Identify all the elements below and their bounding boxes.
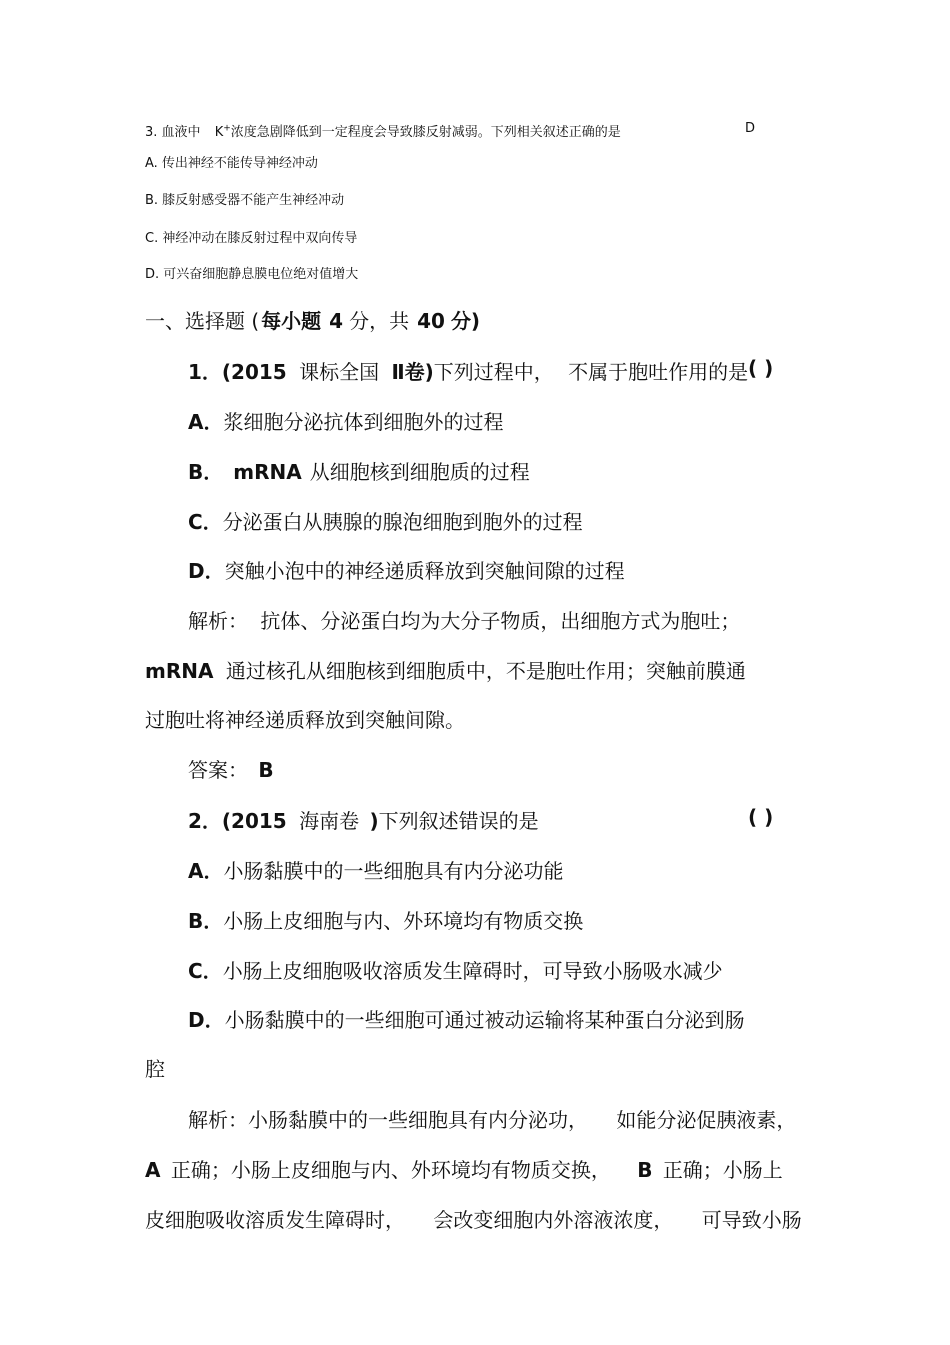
- q2-text: 下列叙述错误的是: [378, 809, 539, 833]
- q1-option-c: [188, 506, 583, 535]
- option-label: D．: [188, 1008, 225, 1032]
- option-label: D．: [188, 559, 225, 583]
- top-question-stem: [145, 121, 621, 140]
- analysis-bold-term: mRNA: [145, 659, 214, 683]
- ion-symbol: K: [214, 125, 224, 140]
- option-text: 小肠上皮细胞与内、外环境均有物质交换: [223, 909, 584, 933]
- q1-analysis-line-3: 过胞吐将神经递质释放到突触间隙。: [145, 708, 465, 732]
- analysis-text: 如能分泌促胰液素，: [616, 1108, 797, 1132]
- q1-analysis-line-1: [188, 605, 740, 634]
- option-label: A．: [188, 859, 224, 883]
- q1-volume: Ⅱ卷): [391, 360, 434, 384]
- q2-analysis-line-3: [145, 1204, 802, 1233]
- q1-text: 下列过程中，: [433, 360, 554, 384]
- option-text: 从细胞核到细胞质的过程: [309, 460, 530, 484]
- analysis-text: 可导致小肠: [701, 1208, 802, 1232]
- top-option-b: B. 膝反射感受器不能产生神经冲动: [145, 193, 345, 208]
- option-bold-term: mRNA: [233, 460, 302, 484]
- stem-part-b: 浓度急剧降低到一定程度会导致膝反射减弱。下列相关叙述正确的是: [230, 125, 621, 140]
- q2-stem: [188, 805, 539, 834]
- q1-option-a: [188, 406, 503, 435]
- section-title: [145, 305, 480, 334]
- option-text: 浆细胞分泌抗体到细胞外的过程: [223, 410, 504, 434]
- section-title-d: 分，共: [349, 309, 410, 333]
- q1-text2: 不属于胞吐作用的是: [568, 360, 749, 384]
- analysis-text: 正确；小肠上皮细胞与内、外环境均有物质交换，: [170, 1158, 611, 1182]
- option-text: 小肠上皮细胞吸收溶质发生障碍时，可导致小肠吸水减少: [222, 959, 723, 983]
- q2-option-d: [188, 1004, 745, 1033]
- option-text: 小肠黏膜中的一些细胞具有内分泌功能: [223, 859, 564, 883]
- option-text: 小肠黏膜中的一些细胞可通过被动运输将某种蛋白分泌到肠: [224, 1008, 745, 1032]
- analysis-text: 正确；小肠上: [662, 1158, 783, 1182]
- q1-number: 1．(2015: [188, 360, 287, 384]
- top-option-d: D. 可兴奋细胞静息膜电位绝对值增大: [145, 267, 359, 282]
- option-label: C．: [188, 959, 223, 983]
- analysis-text: 抗体、分泌蛋白均为大分子物质，出细胞方式为胞吐；: [260, 609, 741, 633]
- q2-analysis-line-2: [145, 1154, 783, 1183]
- q1-analysis-line-2: [145, 655, 746, 684]
- q1-option-d: [188, 555, 625, 584]
- section-title-total: 40: [417, 309, 445, 333]
- q1-source: 课标全国: [299, 360, 380, 384]
- top-option-a: A. 传出神经不能传导神经冲动: [145, 156, 318, 171]
- option-label: A．: [188, 410, 224, 434]
- analysis-bold-term: B: [637, 1158, 653, 1182]
- q1-answer-paren: ( ): [748, 356, 774, 380]
- section-title-a: 一、选择题 (: [145, 309, 260, 333]
- option-label: C．: [188, 510, 223, 534]
- analysis-text: 会改变细胞内外溶液浓度，: [433, 1208, 674, 1232]
- q2-source: 海南卷: [299, 809, 360, 833]
- analysis-text: 通过核孔从细胞核到细胞质中，不是胞吐作用；突触前膜通: [225, 659, 746, 683]
- answer-label: 答案：: [188, 758, 248, 782]
- q1-answer: [188, 754, 274, 783]
- ion-charge: +: [223, 123, 231, 134]
- q1-option-b: [188, 456, 530, 485]
- analysis-text: 皮细胞吸收溶质发生障碍时，: [145, 1208, 405, 1232]
- stem-part-a: 3. 血液中: [145, 125, 201, 140]
- option-label: B．: [188, 909, 224, 933]
- q1-stem: [188, 356, 748, 385]
- section-title-f: 分): [450, 309, 481, 333]
- option-label: B．: [188, 460, 224, 484]
- top-option-c: C. 神经冲动在膝反射过程中双向传导: [145, 231, 358, 246]
- top-question-answer: D: [745, 121, 756, 136]
- q2-option-c: [188, 955, 723, 984]
- q2-number: 2．(2015: [188, 809, 287, 833]
- analysis-bold-term: A: [145, 1158, 161, 1182]
- q2-option-b: [188, 905, 583, 934]
- analysis-text: 解析：小肠黏膜中的一些细胞具有内分泌功，: [188, 1108, 588, 1132]
- q2-close: ): [369, 809, 379, 833]
- answer-value: B: [258, 758, 274, 782]
- analysis-label: 解析：: [188, 609, 248, 633]
- option-text: 突触小泡中的神经递质释放到突触间隙的过程: [224, 559, 625, 583]
- option-text: 分泌蛋白从胰腺的腺泡细胞到胞外的过程: [222, 510, 583, 534]
- q2-answer-paren: ( ): [748, 805, 774, 829]
- q2-option-a: [188, 855, 563, 884]
- section-title-points: 4: [329, 309, 344, 333]
- q2-analysis-line-1: [188, 1104, 796, 1133]
- section-title-b: 每小题: [261, 309, 322, 333]
- q2-option-d-wrap: 腔: [145, 1057, 165, 1081]
